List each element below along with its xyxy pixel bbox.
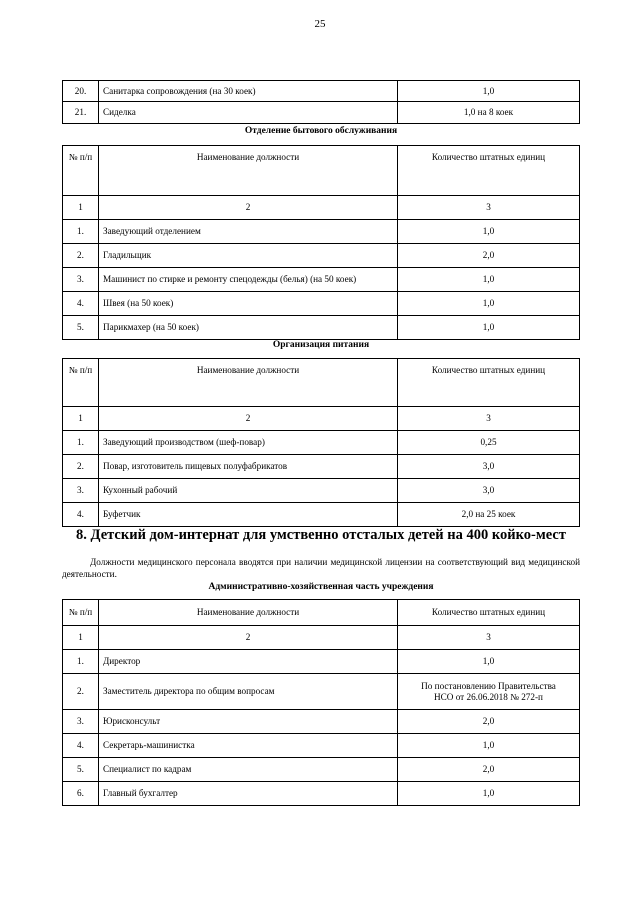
- staff-count: 1,0: [398, 81, 580, 102]
- staff-count-line: НСО от 26.06.2018 № 272-п: [434, 691, 543, 702]
- header-count: Количество штатных единиц: [398, 600, 580, 626]
- table-row: [63, 316, 580, 340]
- table-row: [63, 431, 580, 455]
- staff-count: [398, 674, 580, 710]
- header-count: Количество штатных единиц: [398, 359, 580, 407]
- table-row: [63, 674, 580, 710]
- table-header-row: [63, 146, 580, 196]
- row-number: 1.: [63, 220, 99, 244]
- staff-count: 1,0: [398, 268, 580, 292]
- index-cell: 3: [398, 407, 580, 431]
- index-cell: 3: [398, 196, 580, 220]
- table-header-row: [63, 600, 580, 626]
- row-number: 6.: [63, 782, 99, 806]
- table-index-row: [63, 626, 580, 650]
- table-row: [63, 734, 580, 758]
- position-name: Заведующий отделением: [99, 220, 398, 244]
- index-cell: 2: [99, 196, 398, 220]
- position-name: Кухонный рабочий: [99, 479, 398, 503]
- header-number: № п/п: [63, 359, 99, 407]
- row-number: 2.: [63, 244, 99, 268]
- row-number: 2.: [63, 674, 99, 710]
- table-row: [63, 268, 580, 292]
- header-number: № п/п: [63, 146, 99, 196]
- row-number: 2.: [63, 455, 99, 479]
- position-name: Заведующий производством (шеф-повар): [99, 431, 398, 455]
- position-name: Швея (на 50 коек): [99, 292, 398, 316]
- header-count: Количество штатных единиц: [398, 146, 580, 196]
- staff-count: 1,0 на 8 коек: [398, 102, 580, 124]
- position-name: Директор: [99, 650, 398, 674]
- staff-table-continuation: [62, 80, 580, 124]
- table-header-row: [63, 359, 580, 407]
- index-cell: 2: [99, 626, 398, 650]
- staff-table-admin: [62, 599, 580, 806]
- section-title-household: Отделение бытового обслуживания: [244, 126, 398, 136]
- table-row: [63, 758, 580, 782]
- staff-count: 0,25: [398, 431, 580, 455]
- position-name: Повар, изготовитель пищевых полуфабрикатов: [99, 455, 398, 479]
- staff-count: 1,0: [398, 316, 580, 340]
- row-number: 3.: [63, 479, 99, 503]
- position-name: Юрисконсульт: [99, 710, 398, 734]
- index-cell: 3: [398, 626, 580, 650]
- row-number: 5.: [63, 316, 99, 340]
- position-name: Сиделка: [99, 102, 398, 124]
- row-number: 3.: [63, 710, 99, 734]
- staff-count: 1,0: [398, 292, 580, 316]
- row-number: 1.: [63, 650, 99, 674]
- position-name: Секретарь-машинистка: [99, 734, 398, 758]
- staff-count: 1,0: [398, 650, 580, 674]
- staff-count: 1,0: [398, 734, 580, 758]
- staff-table-household: [62, 145, 580, 340]
- table-row: [63, 102, 580, 124]
- table-row: [63, 220, 580, 244]
- header-position: Наименование должности: [99, 600, 398, 626]
- staff-count: 3,0: [398, 479, 580, 503]
- row-number: 20.: [63, 81, 99, 102]
- table-row: [63, 244, 580, 268]
- position-name: Парикмахер (на 50 коек): [99, 316, 398, 340]
- position-name: Гладильщик: [99, 244, 398, 268]
- medical-staff-note: Должности медицинского персонала вводятся при наличии медицинской лицензии на соответствующий вид медицинской деятельности.: [62, 557, 580, 579]
- table-row: [63, 455, 580, 479]
- table-row: [63, 292, 580, 316]
- page-number: 25: [314, 18, 326, 30]
- staff-count: 1,0: [398, 782, 580, 806]
- table-row: [63, 81, 580, 102]
- position-name: Буфетчик: [99, 503, 398, 527]
- staff-count: 2,0: [398, 710, 580, 734]
- header-number: № п/п: [63, 600, 99, 626]
- row-number: 4.: [63, 292, 99, 316]
- row-number: 21.: [63, 102, 99, 124]
- row-number: 5.: [63, 758, 99, 782]
- row-number: 3.: [63, 268, 99, 292]
- table-index-row: [63, 407, 580, 431]
- row-number: 4.: [63, 734, 99, 758]
- index-cell: 1: [63, 407, 99, 431]
- row-number: 1.: [63, 431, 99, 455]
- table-row: [63, 782, 580, 806]
- index-cell: 1: [63, 196, 99, 220]
- position-name: Машинист по стирке и ремонту спецодежды (белья) (на 50 коек): [99, 268, 398, 292]
- header-position: Наименование должности: [99, 146, 398, 196]
- staff-count: 2,0: [398, 758, 580, 782]
- row-number: 4.: [63, 503, 99, 527]
- section-title-food: Организация питания: [272, 340, 370, 350]
- staff-count: 2,0: [398, 244, 580, 268]
- table-row: [63, 503, 580, 527]
- section-title-admin: Административно-хозяйственная часть учреждения: [208, 582, 434, 592]
- position-name: Специалист по кадрам: [99, 758, 398, 782]
- index-cell: 2: [99, 407, 398, 431]
- staff-count: 2,0 на 25 коек: [398, 503, 580, 527]
- staff-count-line: По постановлению Правительства: [421, 680, 556, 691]
- staff-table-food: [62, 358, 580, 527]
- position-name: Заместитель директора по общим вопросам: [99, 674, 398, 710]
- table-row: [63, 710, 580, 734]
- index-cell: 1: [63, 626, 99, 650]
- institution-heading: 8. Детский дом-интернат для умственно отсталых детей на 400 койко-мест: [76, 527, 566, 543]
- table-row: [63, 650, 580, 674]
- position-name: Главный бухгалтер: [99, 782, 398, 806]
- staff-count: 1,0: [398, 220, 580, 244]
- staff-count: 3,0: [398, 455, 580, 479]
- table-row: [63, 479, 580, 503]
- position-name: Санитарка сопровождения (на 30 коек): [99, 81, 398, 102]
- table-index-row: [63, 196, 580, 220]
- header-position: Наименование должности: [99, 359, 398, 407]
